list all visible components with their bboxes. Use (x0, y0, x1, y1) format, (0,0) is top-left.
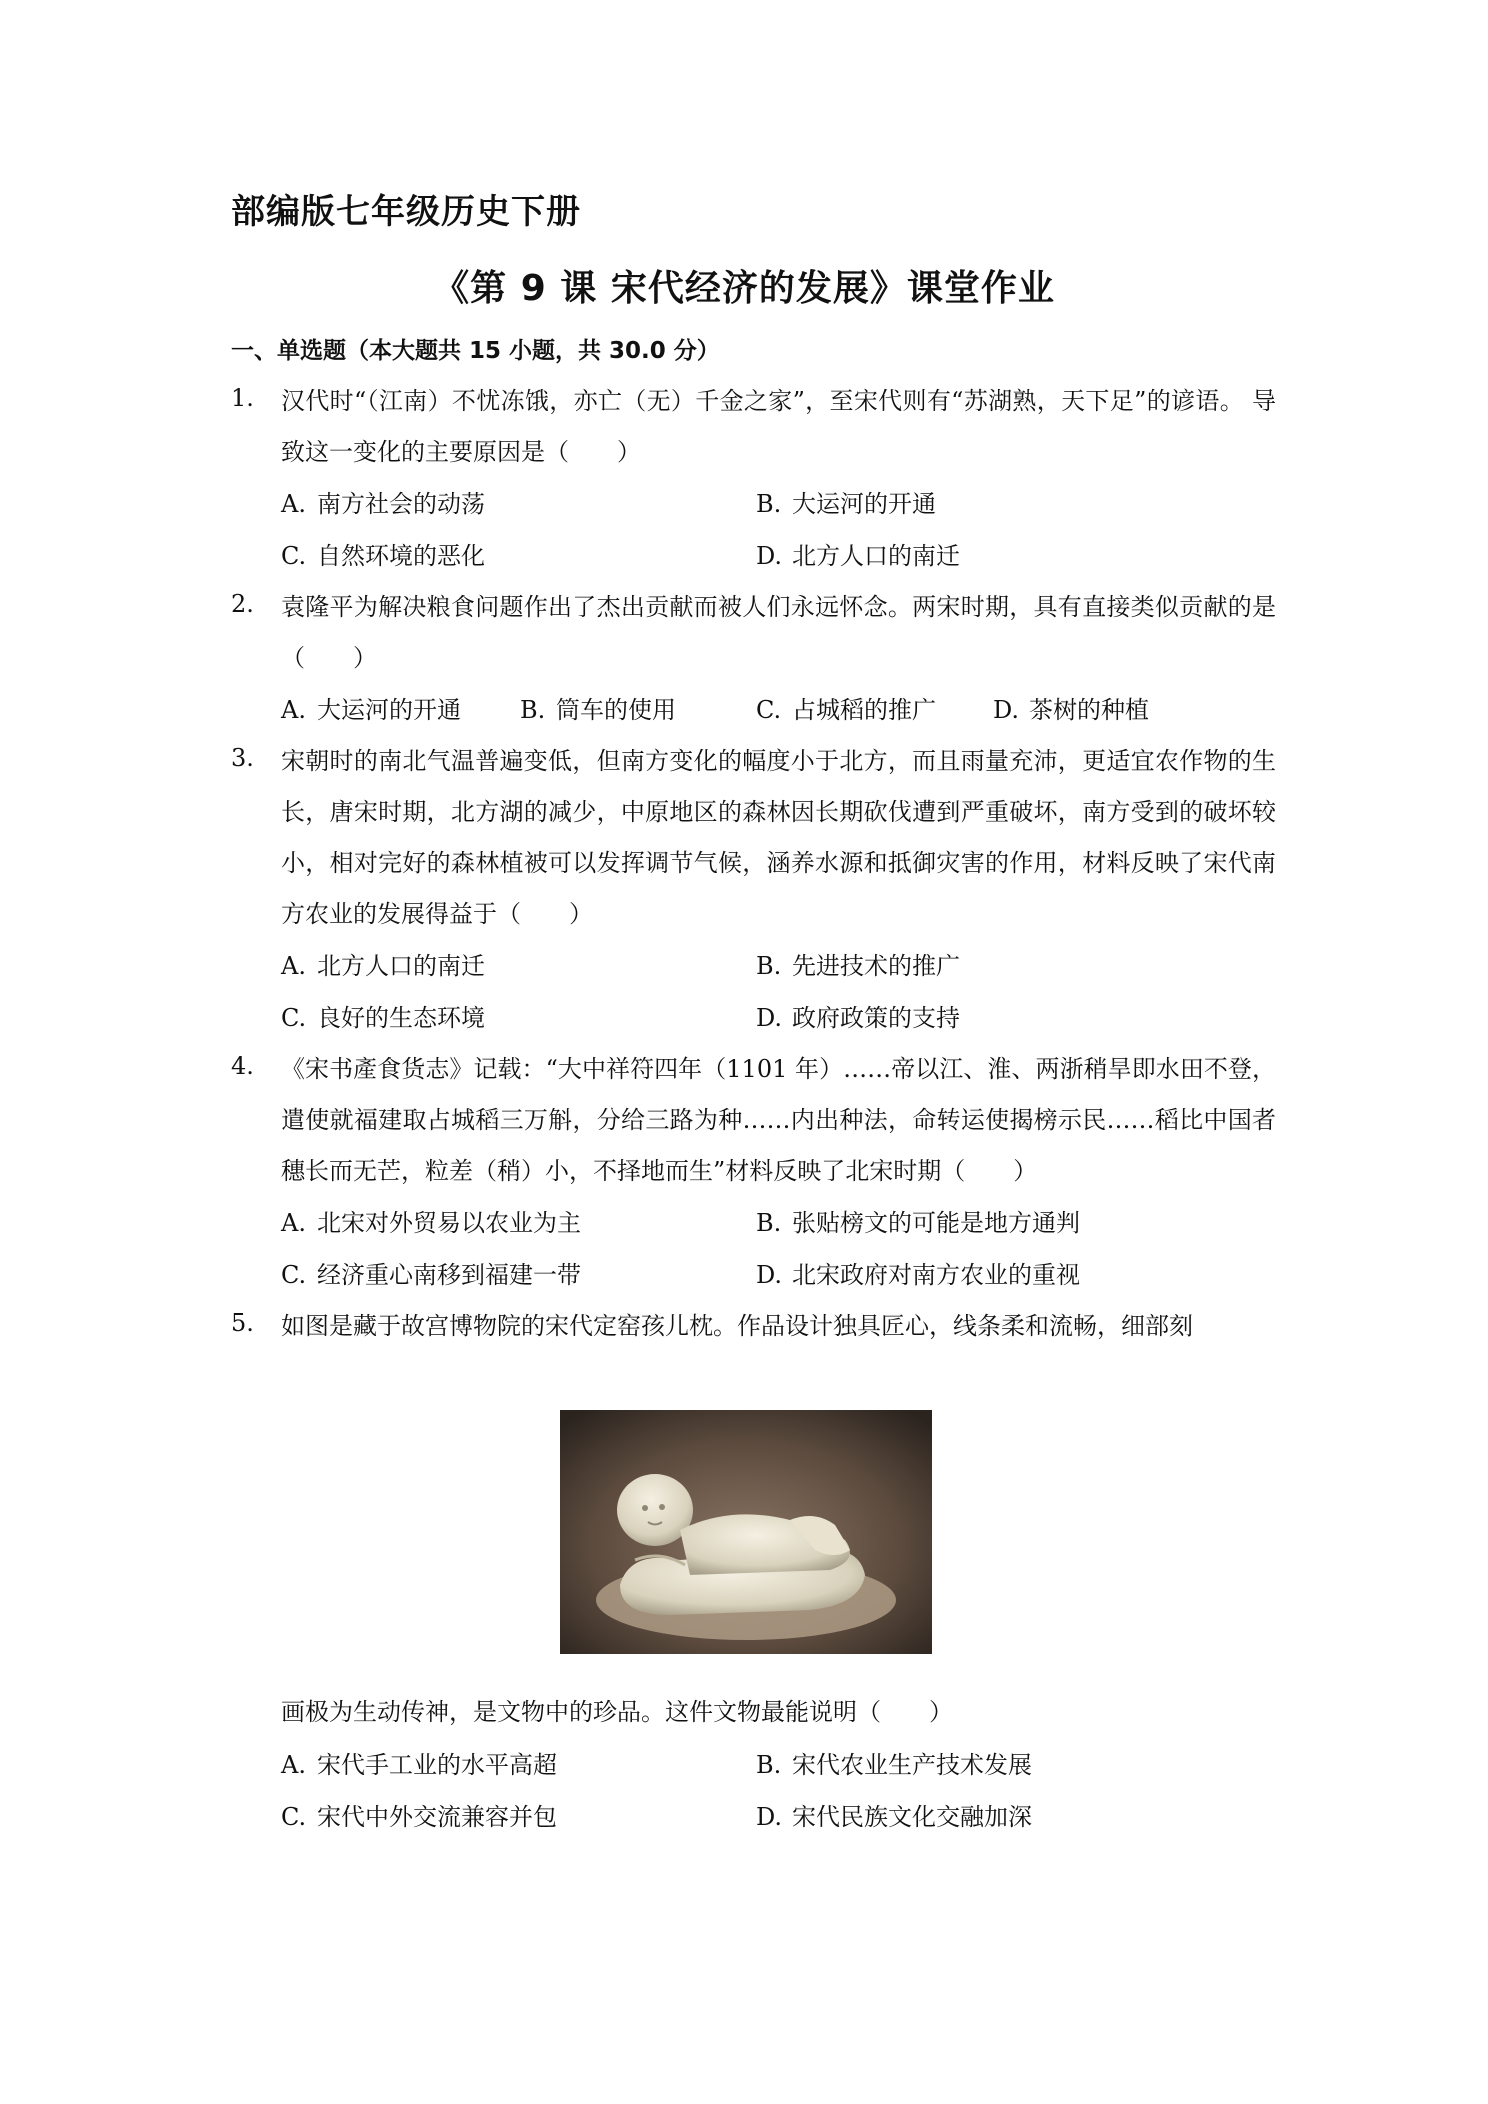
option-d[interactable]: D. 北方人口的南迁 (756, 542, 960, 570)
option-c[interactable]: C. 宋代中外交流兼容并包 (281, 1803, 557, 1831)
question-text: 如图是藏于故宫博物院的宋代定窑孩儿枕。作品设计独具匠心，线条柔和流畅，细部刻 (281, 1312, 1193, 1340)
question-4 (231, 1044, 1276, 1197)
question-text-continued: 画极为生动传神，是文物中的珍品。这件文物最能说明（ ） (281, 1698, 953, 1726)
option-d[interactable]: D. 政府政策的支持 (756, 1004, 960, 1032)
option-c[interactable]: C. 占城稻的推广 (756, 696, 936, 724)
question-text: 汉代时“（江南）不忧冻饿，亦亡（无）千金之家”，至宋代则有“苏湖熟，天下足”的谚语。 导致这一变化的主要原因是（ ） (281, 387, 1276, 466)
section-heading: 一、单选题（本大题共 15 小题，共 30.0 分） (231, 338, 720, 364)
option-a[interactable]: A. 北宋对外贸易以农业为主 (281, 1209, 581, 1237)
option-a[interactable]: A. 北方人口的南迁 (281, 952, 485, 980)
option-a[interactable]: A. 南方社会的动荡 (281, 490, 485, 518)
option-d[interactable]: D. 茶树的种植 (993, 696, 1149, 724)
option-c[interactable]: C. 经济重心南移到福建一带 (281, 1261, 581, 1289)
book-title: 部编版七年级历史下册 (231, 192, 581, 232)
option-b[interactable]: B. 张贴榜文的可能是地方通判 (756, 1209, 1080, 1237)
question-number: 5. (231, 1309, 254, 1337)
option-b[interactable]: B. 宋代农业生产技术发展 (756, 1751, 1032, 1779)
option-d[interactable]: D. 宋代民族文化交融加深 (756, 1803, 1032, 1831)
option-d[interactable]: D. 北宋政府对南方农业的重视 (756, 1261, 1080, 1289)
question-number: 4. (231, 1052, 254, 1080)
question-number: 1. (231, 384, 254, 412)
question-number: 3. (231, 744, 254, 772)
question-text: 《宋书產食货志》记载：“大中祥符四年（1101 年）……帝以江、淮、两浙稍旱即水田不登，遣使就福建取占城稻三万斛，分给三路为种……内出种法，命转运使揭榜示民……稻比中国者穗长而无芒，粒差（稍）小，不择地而生”材料反映了北宋时期（ ） (281, 1055, 1276, 1185)
question-5 (231, 1301, 1276, 1352)
question-text: 袁隆平为解决粮食问题作出了杰出贡献而被人们永远怀念。两宋时期，具有直接类似贡献的是（ ） (281, 593, 1276, 672)
question-number: 2. (231, 590, 254, 618)
option-b[interactable]: B. 大运河的开通 (756, 490, 936, 518)
option-a[interactable]: A. 大运河的开通 (281, 696, 461, 724)
lesson-title: 《第 9 课 宋代经济的发展》课堂作业 (433, 268, 1055, 309)
option-a[interactable]: A. 宋代手工业的水平高超 (281, 1751, 557, 1779)
pillow-image (560, 1410, 932, 1654)
question-3 (231, 736, 1276, 940)
option-c[interactable]: C. 良好的生态环境 (281, 1004, 485, 1032)
question-text: 宋朝时的南北气温普遍变低，但南方变化的幅度小于北方，而且雨量充沛，更适宜农作物的生长，唐宋时期，北方湖的减少，中原地区的森林因长期砍伐遭到严重破坏，南方受到的破坏较小，相对完好的森林植被可以发挥调节气候，涵养水源和抵御灾害的作用，材料反映了宋代南方农业的发展得益于（ ） (281, 747, 1276, 928)
question-2 (231, 582, 1276, 684)
question-1 (231, 376, 1276, 478)
option-b[interactable]: B. 筒车的使用 (520, 696, 676, 724)
option-b[interactable]: B. 先进技术的推广 (756, 952, 960, 980)
ding-kiln-child-pillow-photo (560, 1410, 932, 1654)
option-c[interactable]: C. 自然环境的恶化 (281, 542, 485, 570)
